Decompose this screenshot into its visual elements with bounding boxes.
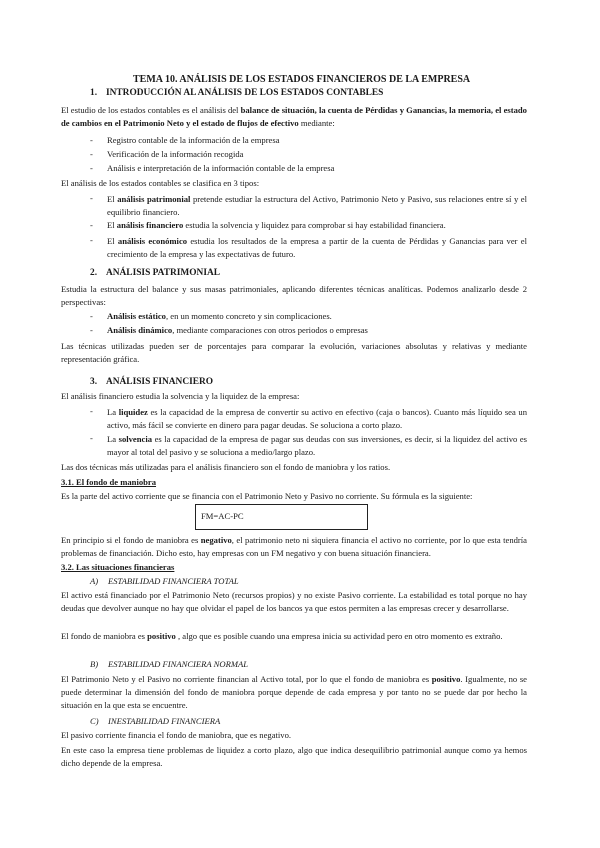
section-3-number: 3. <box>90 377 98 387</box>
situation-c-label: C) <box>90 716 99 726</box>
document-title: TEMA 10. ANÁLISIS DE LOS ESTADOS FINANCIEROS DE LA EMPRESA <box>133 74 471 85</box>
list-item: Análisis e interpretación de la información contable de la empresa <box>107 163 335 173</box>
list-dash: - <box>90 406 93 416</box>
situation-a-title: ESTABILIDAD FINANCIERA TOTAL <box>108 576 239 586</box>
section-2-paragraph-1: Estudia la estructura del balance y sus masas patrimoniales, aplicando diferentes técnicas analíticas. Podemos analizarlo desde 2 perspectivas: <box>61 284 527 307</box>
financial-concept-item: La solvencia es la capacidad de la empresa de pagar sus deudas con sus inversiones, es decir, si la liquidez del activo es mayor al total del pasivo y se soluciona a medio/largo plazo. <box>107 434 527 457</box>
perspective-item: Análisis dinámico, mediante comparaciones con otros periodos o empresas <box>107 325 368 335</box>
formula-box <box>195 504 368 530</box>
section-1-number: 1. <box>90 88 98 98</box>
financial-concept-item: La liquidez es la capacidad de la empresa de convertir su activo en efectivo (caja o bancos). Cuanto más líquido sea un activo, más fácil se convierte en dinero para pagar deudas. Se soluciona a corto plazo. <box>107 407 528 430</box>
list-dash: - <box>90 433 93 443</box>
subsection-3-1-paragraph-1: Es la parte del activo corriente que se financia con el Patrimonio Neto y Pasivo no corriente. Su fórmula es la siguiente: <box>61 491 473 501</box>
section-1-paragraph-2: El análisis de los estados contables se clasifica en 3 tipos: <box>61 178 260 188</box>
section-2-paragraph-2: Las técnicas utilizadas pueden ser de porcentajes para comparar la evolución, variaciones absolutas y relativas y mediante representación gráfica. <box>61 341 527 364</box>
list-item: Verificación de la información recogida <box>107 149 244 159</box>
list-dash: - <box>90 220 93 230</box>
analysis-type-item: El análisis patrimonial pretende estudiar la estructura del Activo, Patrimonio Neto y Pasivo, sus relaciones entre sí y el equilibrio financiero. <box>107 194 527 217</box>
section-1-paragraph-1: El estudio de los estados contables es el análisis del balance de situación, la cuenta de Pérdidas y Ganancias, la memoria, el estado de cambios en el Patrimonio Neto y el estado de flujos de efectivo mediante: <box>61 105 527 128</box>
formula-text: FM=AC-PC <box>201 511 244 521</box>
situation-c-paragraph-2: En este caso la empresa tiene problemas de liquidez a corto plazo, algo que indica desequilibrio patrimonial aunque como ya hemos dicho depende de la empresa. <box>61 745 527 768</box>
list-dash: - <box>90 325 93 335</box>
list-item: Registro contable de la información de la empresa <box>107 135 280 145</box>
section-1-heading: INTRODUCCIÓN AL ANÁLISIS DE LOS ESTADOS CONTABLES <box>106 88 384 98</box>
section-2-heading: ANÁLISIS PATRIMONIAL <box>106 268 220 278</box>
situation-b-label: B) <box>90 659 99 669</box>
list-dash: - <box>90 311 93 321</box>
section-3-heading: ANÁLISIS FINANCIERO <box>106 377 214 387</box>
list-dash: - <box>90 235 93 245</box>
subsection-3-1-heading: 3.1. El fondo de maniobra <box>61 477 157 487</box>
list-dash: - <box>90 163 93 173</box>
section-2-number: 2. <box>90 268 98 278</box>
situation-a-paragraph-2: El fondo de maniobra es positivo , algo que es posible cuando una empresa inicia su actividad pero en otro momento es extraño. <box>61 631 503 641</box>
section-3-paragraph-1: El análisis financiero estudia la solvencia y la liquidez de la empresa: <box>61 391 300 401</box>
situation-b-paragraph-1: El Patrimonio Neto y el Pasivo no corriente financian al Activo total, por lo que el fondo de maniobra es positivo. Igualmente, no se puede determinar la dimensión del fondo de maniobra porque depende de cada empresa y por tanto no se puede dar por hecho la situación en la que esta se encuentre. <box>61 674 527 710</box>
section-3-paragraph-2: Las dos técnicas más utilizadas para el análisis financiero son el fondo de maniobra y los ratios. <box>61 462 391 472</box>
situation-b-title: ESTABILIDAD FINANCIERA NORMAL <box>108 659 249 669</box>
list-dash: - <box>90 135 93 145</box>
situation-c-paragraph-1: El pasivo corriente financia el fondo de maniobra, que es negativo. <box>61 730 292 740</box>
situation-a-label: A) <box>90 576 99 586</box>
analysis-type-item: El análisis financiero estudia la solvencia y liquidez para comprobar si hay estabilidad financiera. <box>107 220 446 230</box>
subsection-3-1-paragraph-2: En principio si el fondo de maniobra es negativo, el patrimonio neto ni siquiera financia el activo no corriente, por lo que esta tendría problemas de financiación. Dicho esto, hay empresas con un FM negativo y con buena situación financiera. <box>61 535 527 558</box>
situation-c-title: INESTABILIDAD FINANCIERA <box>108 716 221 726</box>
list-dash: - <box>90 193 93 203</box>
perspective-item: Análisis estático, en un momento concreto y sin complicaciones. <box>107 311 332 321</box>
situation-a-paragraph-1: El activo está financiado por el Patrimonio Neto (recursos propios) y no existe Pasivo corriente. La estabilidad es total porque no hay deudas que devolver aunque no hay que olvidar el papel de los bancos ya que estos permiten a las empresas crecer y desarrollarse. <box>61 590 527 613</box>
analysis-type-item: El análisis económico estudia los resultados de la empresa a partir de la cuenta de Pérdidas y Ganancias para ver el crecimiento de la empresa y las expectativas de futuro. <box>107 236 527 259</box>
list-dash: - <box>90 149 93 159</box>
subsection-3-2-heading: 3.2. Las situaciones financieras <box>61 562 175 572</box>
